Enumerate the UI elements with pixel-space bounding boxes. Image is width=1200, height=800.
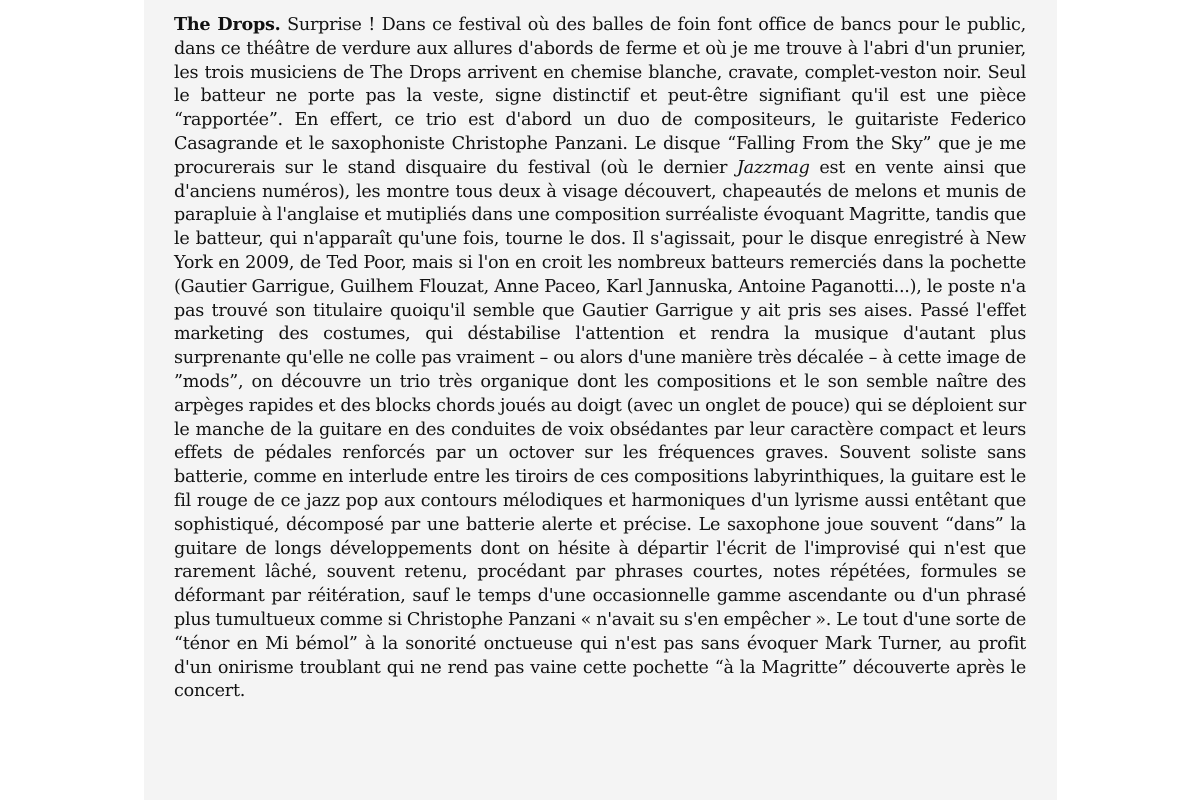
magazine-name: Jazzmag — [736, 157, 810, 178]
article-text-part-2: est en vente ainsi que d'anciens numéros), les montre tous deux à visage découvert, chapeautés de melons et munis de parapluie à l'anglaise et mutipliés dans une composition surréaliste évoquant Magritte, tandis que le batteur, qui n'apparaît qu'une fois, tourne le dos. Il s'agissait, pour le disque enregistré à New York en 2009, de Ted Poor, mais si l'on en croit les nombreux batteurs remerciés dans la pochette (Gautier Garrigue, Guilhem Flouzat, Anne Paceo, Karl Jannuska, Antoine Paganotti...), le poste n'a pas trouvé son titulaire quoiqu'il semble que Gautier Garrigue y ait pris ses aises. Passé l'effet marketing des costumes, qui déstabilise l'attention et rendra la musique d'autant plus surprenante qu'elle ne colle pas vraiment – ou alors d'une manière très décalée – à cette image de ”mods”, on découvre un trio très organique dont les compositions et le son semble naître des arpèges rapides et des blocks chords joués au doigt (avec un onglet de pouce) qui se déploient sur le manche de la guitare en des conduites de voix obsédantes par leur caractère compact et leurs effets de pédales renforcés par un octover sur les fréquences graves. Souvent soliste sans batterie, comme en interlude entre les tiroirs de ces compositions labyrinthiques, la guitare est le fil rouge de ce jazz pop aux contours mélodiques et harmoniques d'un lyrisme aussi entêtant que sophistiqué, décomposé par une batterie alerte et précise. Le saxophone joue souvent “dans” la guitare de longs développements dont on hésite à départir l'écrit de l'improvisé qui n'est que rarement lâché, souvent retenu, procédant par phrases courtes, notes répétées, formules se déformant par réitération, sauf le temps d'une occasionnelle gamme ascendante ou d'un phrasé plus tumultueux comme si Christophe Panzani « n'avait su s'en empêcher ». Le tout d'une sorte de “ténor en Mi bémol” à la sonorité onctueuse qui n'est pas sans évoquer Mark Turner, au profit d'un onirisme troublant qui ne rend pas vaine cette pochette “à la Magritte” découverte après le concert. — [174, 157, 1026, 702]
article-text-part-1: Surprise ! Dans ce festival où des balles de foin font office de bancs pour le public, dans ce théâtre de verdure aux allures d'abords de ferme et où je me trouve à l'abri d'un prunier, les trois musiciens de The Drops arrivent en chemise blanche, cravate, complet-veston noir. Seul le batteur ne porte pas la veste, signe distinctif et peut-être signifiant qu'il est une pièce “rapportée”. En effert, ce trio est d'abord un duo de compositeurs, le guitariste Federico Casagrande et le saxophoniste Christophe Panzani. Le disque “Falling From the Sky” que je me procurerais sur le stand disquaire du festival (où le dernier — [174, 15, 1026, 178]
article-paragraph — [174, 13, 1026, 704]
band-name: The Drops. — [174, 14, 281, 35]
